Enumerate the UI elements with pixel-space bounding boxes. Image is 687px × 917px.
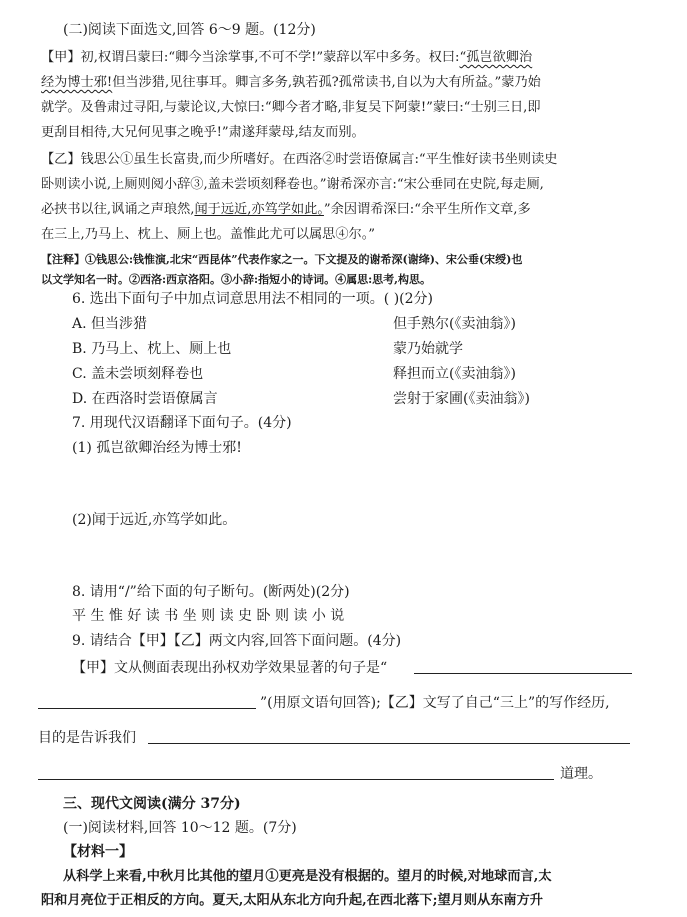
question-9-line-1: 【甲】文从侧面表现出孙权劝学效果显著的句子是“ — [72, 660, 388, 676]
underlined-text: 闻于远近,亦笃学如此。 — [194, 202, 324, 217]
option-d: D. 在西洛时尝语僚属言 — [72, 391, 218, 407]
answer-blank[interactable] — [148, 743, 630, 744]
question-8-stem: 8. 请用“/”给下面的句子断句。(断两处)(2分) — [72, 584, 350, 600]
option-b: B. 乃马上、枕上、厕上也 — [72, 341, 232, 357]
question-9-line-2: ”(用原文语句回答);【乙】文写了自己“三上”的写作经历, — [260, 695, 610, 711]
question-6-stem: 6. 选出下面句子中加点词意思用法不相同的一项。( )(2分) — [72, 291, 434, 307]
passage-yi-line — [41, 198, 531, 217]
passage-jia-line: 就学。及鲁肃过寻阳,与蒙论议,大惊曰:“卿今者才略,非复吴下阿蒙!”蒙曰:“士别三日,即 — [41, 100, 541, 115]
option-d-compare: 尝射于家圃(《卖油翁》) — [393, 391, 530, 407]
annotation-line: 【注释】①钱思公:钱惟演,北宋“西昆体”代表作家之一。下文提及的谢希深(谢绛)、宋公垂(宋绶)也 — [41, 253, 523, 266]
option-a-compare: 但手熟尔(《卖油翁》) — [393, 316, 516, 332]
passage-text: 必挟书以往,讽诵之声琅然, — [41, 202, 195, 217]
passage-jia-line — [41, 46, 532, 65]
annotation-line: 以文学知名一时。②西洛:西京洛阳。③小辞:指短小的诗词。④属思:思考,构思。 — [41, 273, 432, 286]
question-9-stem: 9. 请结合【甲】【乙】两文内容,回答下面问题。(4分) — [72, 633, 402, 649]
passage-jia-line — [41, 71, 541, 90]
passage-jia-line: 更刮目相待,大兄何见事之晚乎!”肃遂拜蒙母,结友而别。 — [41, 125, 365, 140]
question-9-line-3: 目的是告诉我们 — [38, 730, 136, 746]
material-paragraph-line: 从科学上来看,中秋月比其他的望月①更亮是没有根据的。望月的时候,对地球而言,太 — [63, 869, 552, 884]
section-heading: (二)阅读下面选文,回答 6～9 题。(12分) — [63, 22, 316, 38]
passage-yi-line: 卧则读小说,上厕则阅小辞③,盖未尝顷刻释卷也。”谢希深亦言:“宋公垂同在史院,每走厕, — [41, 177, 544, 192]
wavy-underlined-text: “孤岂欲卿治 — [459, 50, 533, 65]
answer-blank[interactable] — [38, 708, 256, 709]
option-c: C. 盖未尝顷刻释卷也 — [72, 366, 204, 382]
answer-blank[interactable] — [38, 779, 554, 780]
option-b-compare: 蒙乃始就学 — [393, 341, 463, 357]
material-paragraph-line: 阳和月亮位于正相反的方向。夏天,太阳从东北方向升起,在西北落下;望月则从东南方升 — [41, 893, 543, 908]
material-label: 【材料一】 — [63, 844, 133, 860]
passage-text: ”余因谓希深曰:“余平生所作文章,多 — [323, 202, 531, 217]
wavy-underlined-text: 经为博士邪! — [41, 75, 113, 90]
question-7-sentence-1: (1) 孤岂欲卿治经为博士邪! — [72, 440, 242, 456]
option-a: A. 但当涉猎 — [72, 316, 148, 332]
question-8-sentence: 平 生 惟 好 读 书 坐 则 读 史 卧 则 读 小 说 — [72, 608, 345, 624]
passage-yi-line: 【乙】钱思公①虽生长富贵,而少所嗜好。在西洛②时尝语僚属言:“平生惟好读书坐则读史 — [41, 152, 558, 167]
passage-text: 但当涉猎,见往事耳。卿言多务,孰若孤?孤常读书,自以为大有所益。”蒙乃始 — [112, 75, 541, 90]
option-c-compare: 释担而立(《卖油翁》) — [393, 366, 516, 382]
answer-blank[interactable] — [414, 673, 632, 674]
question-9-line-4-end: 道理。 — [560, 766, 602, 782]
section-3-subheading: (一)阅读材料,回答 10～12 题。(7分) — [63, 820, 297, 836]
section-3-heading: 三、现代文阅读(满分 37分) — [63, 796, 241, 812]
question-7-sentence-2: (2)闻于远近,亦笃学如此。 — [72, 512, 237, 528]
question-7-stem: 7. 用现代汉语翻译下面句子。(4分) — [72, 415, 292, 431]
passage-text: 【甲】初,权谓吕蒙曰:“卿今当涂掌事,不可不学!”蒙辞以军中多务。权曰: — [41, 50, 460, 65]
passage-yi-line: 在三上,乃马上、枕上、厕上也。盖惟此尤可以属思④尔。” — [41, 227, 376, 242]
